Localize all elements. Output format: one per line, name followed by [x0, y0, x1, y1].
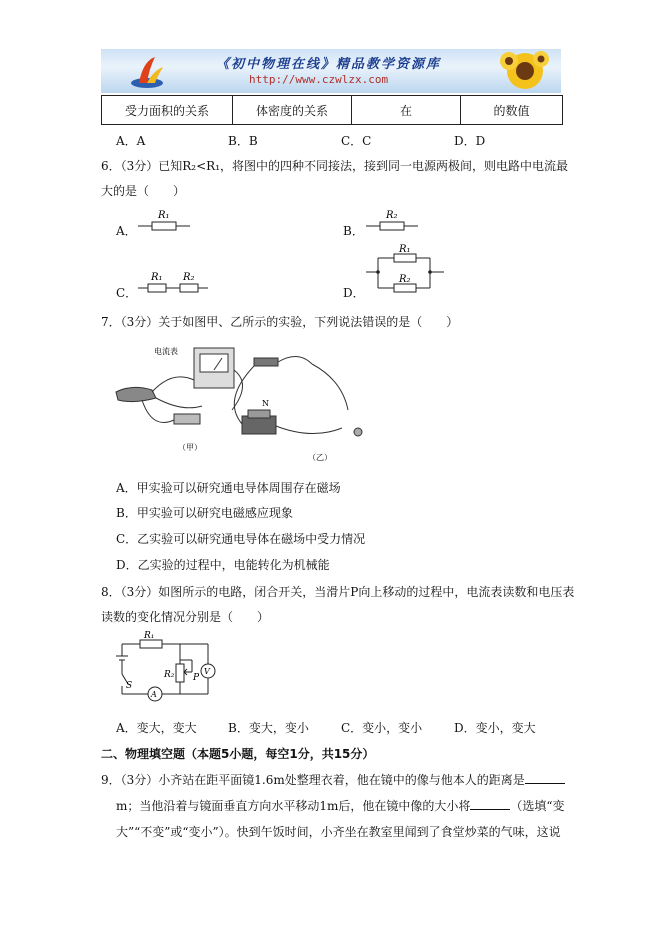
q7-experiment-figure [112, 340, 388, 466]
q6-circuit-d [364, 244, 450, 294]
resistor-label: R₁ [158, 210, 170, 221]
q9-line3: 大”“不变”或“变小”）。快到午饭时间，小齐坐在教室里闻到了食堂炒菜的气味，这说 [116, 825, 561, 839]
figure-label-yi: （乙） [308, 453, 332, 462]
q5-option-d: D．D [454, 134, 486, 148]
site-logo-icon [129, 53, 169, 91]
table-cell: 在 [352, 96, 461, 125]
q5-option-c: C．C [341, 134, 372, 148]
circuit-label-p: P [193, 673, 200, 683]
q6-circuit-c [136, 268, 212, 296]
resistor-label: R₂ [183, 272, 195, 283]
table-cell: 体密度的关系 [233, 96, 352, 125]
voltmeter-icon: V [204, 667, 210, 676]
sunflower-icon [489, 49, 561, 93]
q6-stem-line1: 6．（3分）已知R₂<R₁，将图中的四种不同接法，接到同一电源两极间，则电路中电流最 [101, 159, 569, 173]
q9-line1-text: 9．（3分）小齐站在距平面镜1.6m处整理衣着，他在镜中的像与他本人的距离是 [101, 773, 525, 787]
q6-option-d-label: D． [343, 286, 365, 300]
q7-option-c: C．乙实验可以研究通电导体在磁场中受力情况 [116, 532, 366, 546]
q8-option-b: B．变大，变小 [228, 721, 309, 735]
section-heading: 二、物理填空题（本题5小题，每空1分，共15分） [101, 747, 375, 761]
ammeter-icon: A [151, 690, 157, 699]
q8-stem-line2: 读数的变化情况分别是（ ） [101, 610, 270, 624]
resistor-label: R₂ [399, 274, 411, 285]
header-banner [101, 49, 561, 93]
table-row [102, 96, 563, 125]
q6-option-c-label: C． [116, 286, 138, 300]
q6-option-b-label: B． [343, 224, 364, 238]
figure-label-meter: 电流表 [154, 347, 178, 356]
q8-circuit-figure [112, 630, 222, 702]
q6-circuit-a [136, 206, 196, 234]
answer-table [101, 95, 563, 125]
resistor-label: R₁ [399, 244, 411, 255]
q8-stem-line1: 8．（3分）如图所示的电路，闭合开关，当滑片P向上移动的过程中，电流表读数和电压表 [101, 585, 575, 599]
q6-stem-line2: 大的是（ ） [101, 184, 186, 198]
q7-option-b: B．甲实验可以研究电磁感应现象 [116, 506, 293, 520]
figure-label-jia: （甲） [178, 443, 202, 452]
q5-option-a: A．A [116, 134, 146, 148]
q5-option-b: B．B [228, 134, 258, 148]
circuit-label-s: S [126, 681, 133, 691]
answer-blank[interactable] [470, 799, 510, 810]
q9-line2 [116, 797, 565, 814]
resistor-label: R₁ [151, 272, 163, 283]
q9-line2-text-b: （选填“变 [510, 799, 565, 813]
q7-option-a: A．甲实验可以研究通电导体周围存在磁场 [116, 481, 341, 495]
q8-option-c: C．变小，变小 [341, 721, 423, 735]
circuit-label-r2: R₂ [164, 670, 175, 680]
table-cell: 受力面积的关系 [102, 96, 233, 125]
circuit-label-r1: R₁ [144, 631, 155, 641]
q6-option-a-label: A． [116, 224, 137, 238]
q9-line1 [101, 771, 565, 788]
table-cell: 的数值 [461, 96, 563, 125]
banner-url: http://www.czwlzx.com [249, 73, 389, 86]
resistor-label: R₂ [386, 210, 398, 221]
q8-option-d: D．变小，变大 [454, 721, 536, 735]
banner-title: 《初中物理在线》精品教学资源库 [216, 57, 442, 72]
q9-line2-text-a: m；当他沿着与镜面垂直方向水平移动1m后，他在镜中像的大小将 [116, 799, 471, 813]
q8-option-a: A．变大，变大 [116, 721, 197, 735]
q7-option-d: D．乙实验的过程中，电能转化为机械能 [116, 558, 330, 572]
figure-label-n: N [262, 399, 269, 408]
q6-circuit-b [364, 206, 424, 234]
q7-stem: 7．（3分）关于如图甲、乙所示的实验，下列说法错误的是（ ） [101, 315, 459, 329]
answer-blank[interactable] [525, 773, 565, 784]
